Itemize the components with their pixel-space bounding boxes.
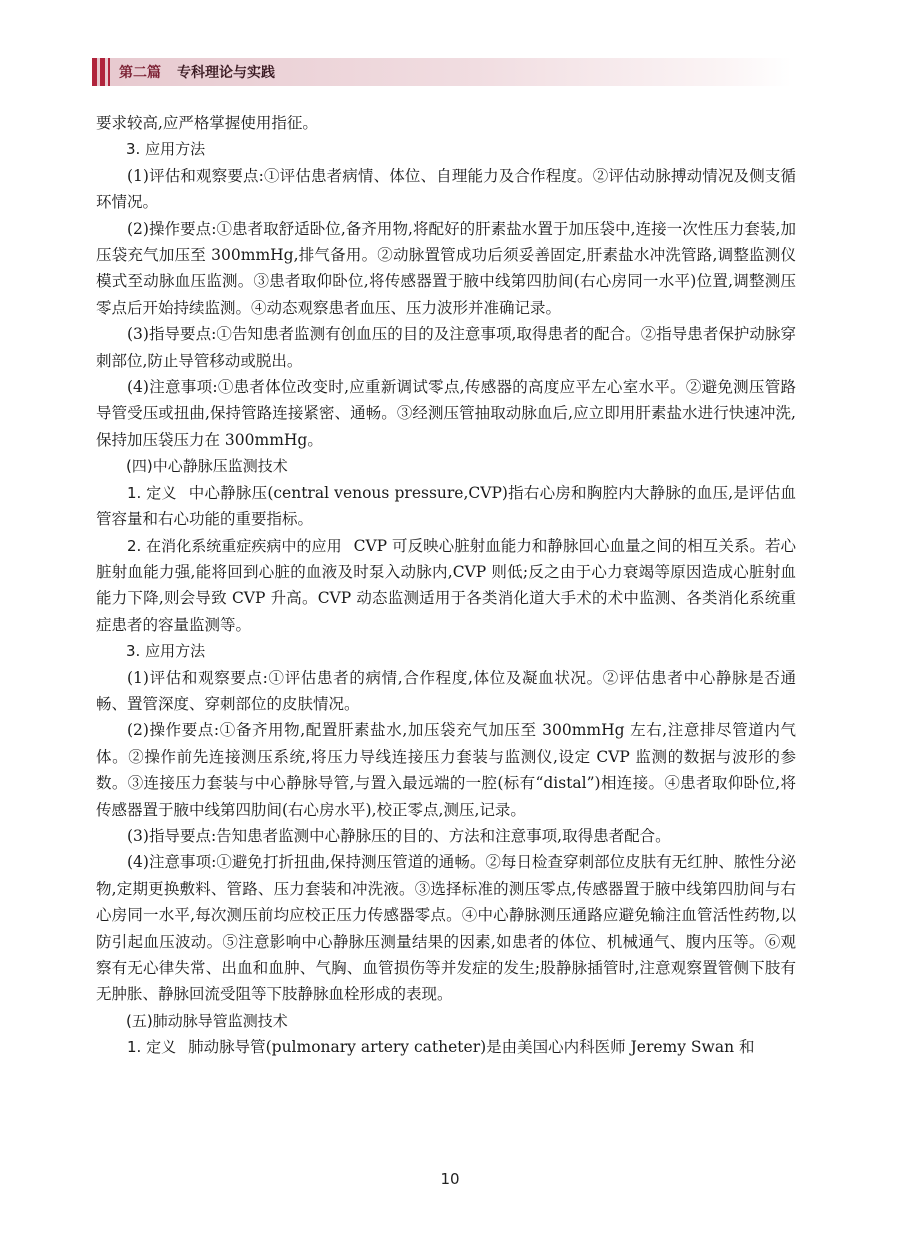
paragraph-cvp-operation: (2)操作要点:①备齐用物,配置肝素盐水,加压袋充气加压至 300mmHg 左右,注意排尽管道内气体。②操作前先连接测压系统,将压力导线连接压力套装与监测仪,设定 CVP 监测的数据与波形的参数。③连接压力套装与中心静脉导管,与置入最远端的一腔(标有“distal”)相连接。④患者取仰卧位,将传感器置于腋中线第四肋间(右心房水平),校正零点,测压,记录。 <box>96 721 796 819</box>
cvp-definition-text: 中心静脉压(central venous pressure,CVP)指右心房和胸腔内大静脉的血压,是评估血管容量和右心功能的重要指标。 <box>96 483 796 529</box>
running-header <box>92 58 792 86</box>
paragraph-continuation: 要求较高,应严格掌握使用指征。 <box>96 114 318 132</box>
paragraph-precautions: (4)注意事项:①患者体位改变时,应重新调试零点,传感器的高度应平左心室水平。②避免测压管路导管受压或扭曲,保持管路连接紧密、通畅。③经测压管抽取动脉血后,应立即用肝素盐水进行快速冲洗,保持加压袋压力在 300mmHg。 <box>96 378 796 449</box>
paragraph-cvp-definition <box>96 480 796 533</box>
paragraph-cvp-precautions: (4)注意事项:①避免打折扭曲,保持测压管道的通畅。②每日检查穿刺部位皮肤有无红肿、脓性分泌物,定期更换敷料、管路、压力套装和冲洗液。③选择标准的测压零点,传感器置于腋中线第四肋间与右心房同一水平,每次测压前均应校正压力传感器零点。④中心静脉测压通路应避免输注血管活性药物,以防引起血压波动。⑤注意影响中心静脉压测量结果的因素,如患者的体位、机械通气、腹内压等。⑥观察有无心律失常、出血和血肿、气胸、血管损伤等并发症的发生;股静脉插管时,注意观察置管侧下肢有无肿胀、静脉回流受阻等下肢静脉血栓形成的表现。 <box>96 853 796 1004</box>
page-number: 10 <box>440 1170 460 1188</box>
paragraph-assessment: (1)评估和观察要点:①评估患者病情、体位、自理能力及合作程度。②评估动脉搏动情况及侧支循环情况。 <box>96 166 796 212</box>
header-bars-decoration <box>92 58 113 86</box>
heading-cvp-method: 3. 应用方法 <box>126 642 206 661</box>
paragraph-guidance: (3)指导要点:①告知患者监测有创血压的目的及注意事项,取得患者的配合。②指导患者保护动脉穿刺部位,防止导管移动或脱出。 <box>96 325 796 370</box>
cvp-application-lead: 2. 在消化系统重症疾病中的应用 <box>127 536 342 555</box>
cvp-application-text: CVP 可反映心脏射血能力和静脉回心血量之间的相互关系。若心脏射血能力强,能将回到心脏的血液及时泵入动脉内,CVP 则低;反之由于心力衰竭等原因造成心脏射血能力下降,则会导致 CVP 升高。CVP 动态监测适用于各类消化道大手术的术中监测、各类消化系统重症患者的容量监测等。 <box>96 536 796 634</box>
paragraph-cvp-guidance: (3)指导要点:告知患者监测中心静脉压的目的、方法和注意事项,取得患者配合。 <box>127 826 671 845</box>
paragraph-cvp-application <box>96 533 796 639</box>
header-part-label: 第二篇 <box>119 65 161 81</box>
paragraph-pac-definition <box>96 1034 796 1060</box>
paragraph-operation: (2)操作要点:①患者取舒适卧位,备齐用物,将配好的肝素盐水置于加压袋中,连接一次性压力套装,加压袋充气加压至 300mmHg,排气备用。②动脉置管成功后须妥善固定,肝素盐水冲洗管路,调整监测仪模式至动脉血压监测。③患者取仰卧位,将传感器置于腋中线第四肋间(右心房同一水平)位置,调整测压零点后开始持续监测。④动态观察患者血压、压力波形并准确记录。 <box>96 219 796 317</box>
paragraph-cvp-assessment: (1)评估和观察要点:①评估患者的病情,合作程度,体位及凝血状况。②评估患者中心静脉是否通畅、置管深度、穿刺部位的皮肤情况。 <box>96 668 796 713</box>
pac-definition-text: 肺动脉导管(pulmonary artery catheter)是由美国心内科医师 Jeremy Swan 和 <box>188 1038 755 1057</box>
section-heading-cvp: (四)中心静脉压监测技术 <box>126 457 288 476</box>
pac-definition-lead: 1. 定义 <box>127 1038 177 1057</box>
header-section-title: 专科理论与实践 <box>177 65 275 81</box>
cvp-definition-lead: 1. 定义 <box>127 483 177 502</box>
section-heading-pac: (五)肺动脉导管监测技术 <box>126 1011 288 1030</box>
heading-application-method: 3. 应用方法 <box>126 140 206 159</box>
main-text <box>96 110 796 1061</box>
